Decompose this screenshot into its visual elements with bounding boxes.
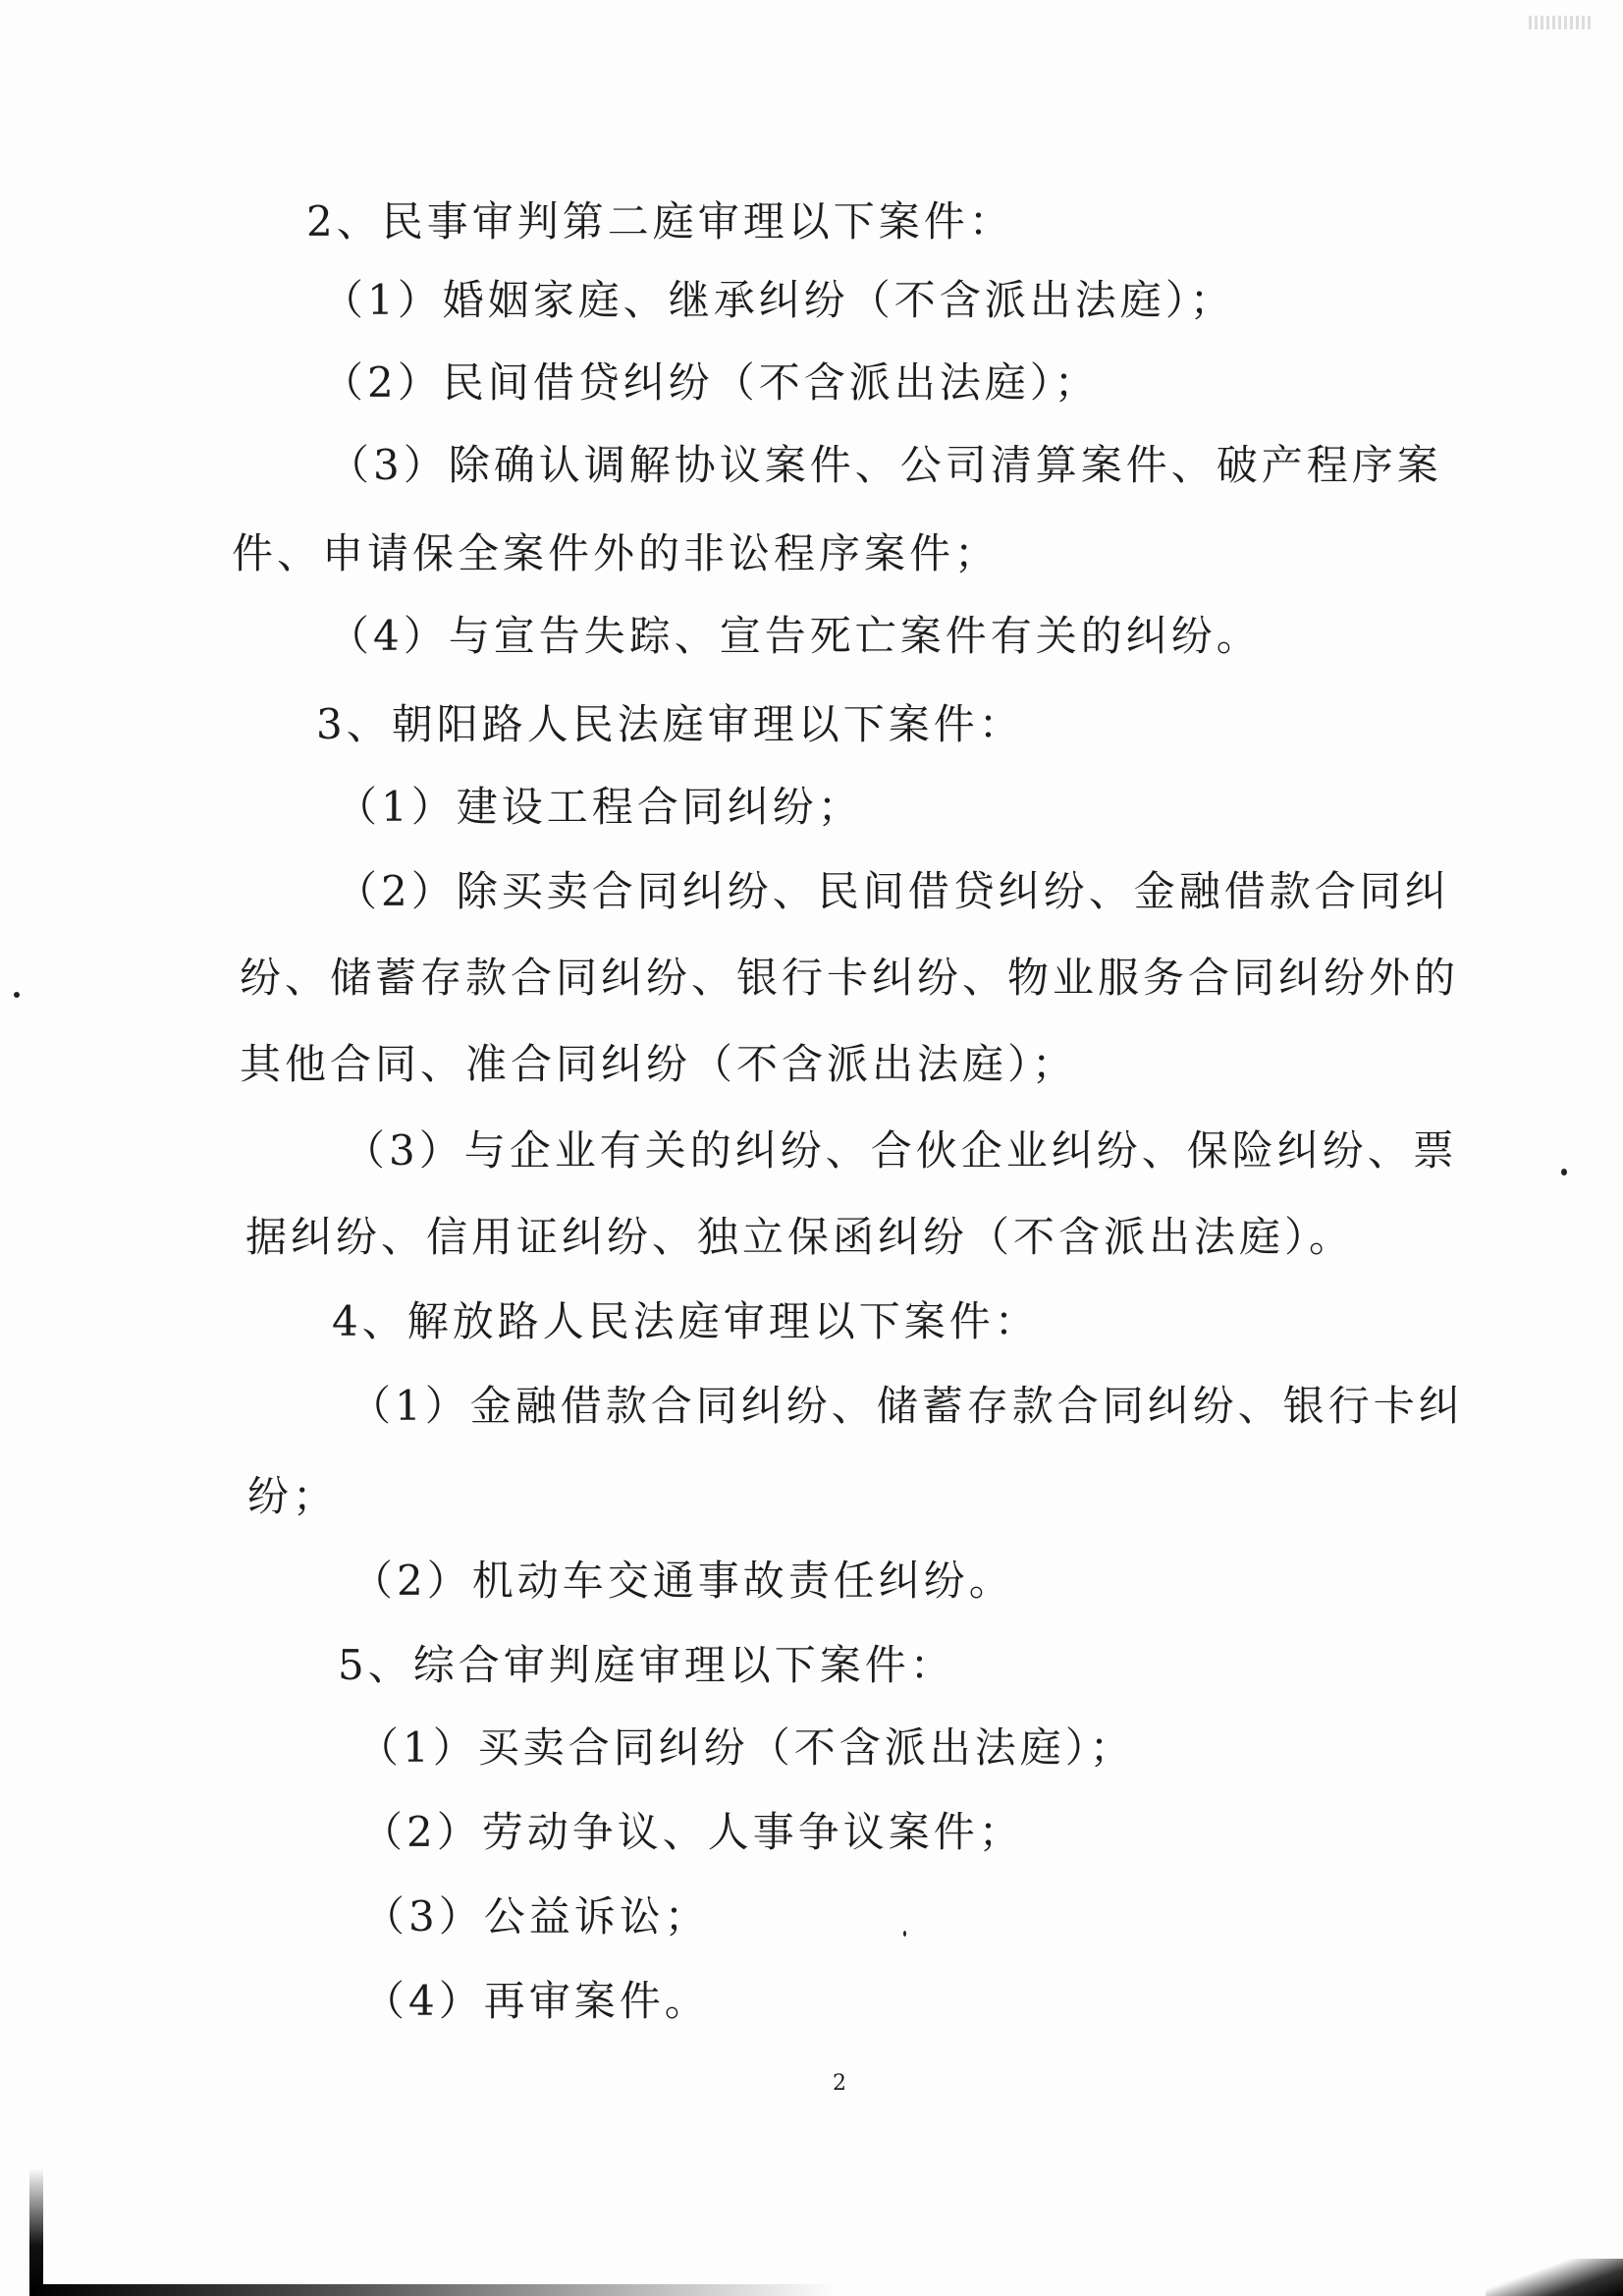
section-2-item-2: （2）民间借贷纠纷（不含派出法庭）； bbox=[322, 358, 1100, 407]
section-3-heading: 3、朝阳路人民法庭审理以下案件： bbox=[316, 700, 1024, 748]
section-5-item-2: （2）劳动争议、人事争议案件； bbox=[361, 1808, 1024, 1856]
section-5-item-3: （3）公益诉讼； bbox=[363, 1892, 710, 1941]
section-5-item-1: （1）买卖合同纠纷（不含派出法庭）； bbox=[357, 1723, 1135, 1772]
section-4-item-2: （2）机动车交通事故责任纠纷。 bbox=[352, 1557, 1014, 1605]
section-2-item-3-continued: 件、申请保全案件外的非讼程序案件； bbox=[232, 529, 1001, 577]
section-3-item-2-continued-1: 纷、储蓄存款合同纠纷、银行卡纠纷、物业服务合同纠纷外的 bbox=[240, 954, 1460, 1002]
scan-shadow-bottom bbox=[29, 2284, 835, 2296]
section-2-item-3: （3）除确认调解协议案件、公司清算案件、破产程序案 bbox=[328, 441, 1442, 489]
section-4-item-1: （1）金融借款合同纠纷、储蓄存款合同纠纷、银行卡纠 bbox=[350, 1382, 1464, 1430]
page-number: 2 bbox=[833, 2071, 846, 2096]
section-3-item-1: （1）建设工程合同纠纷； bbox=[336, 783, 863, 831]
section-4-heading: 4、解放路人民法庭审理以下案件： bbox=[332, 1297, 1040, 1345]
section-4-item-1-continued: 纷； bbox=[247, 1472, 339, 1520]
section-2-item-1: （1）婚姻家庭、继承纠纷（不含派出法庭）； bbox=[322, 276, 1235, 324]
scan-speck bbox=[14, 992, 20, 998]
scan-shadow-corner bbox=[1486, 2259, 1623, 2296]
section-3-item-2-continued-2: 其他合同、准合同纠纷（不含派出法庭）； bbox=[240, 1040, 1078, 1088]
scan-shadow-left bbox=[29, 2168, 43, 2296]
section-3-item-3: （3）与企业有关的纠纷、合伙企业纠纷、保险纠纷、票 bbox=[344, 1126, 1458, 1175]
scan-speck bbox=[903, 1931, 906, 1937]
section-2-item-4: （4）与宣告失踪、宣告死亡案件有关的纠纷。 bbox=[328, 612, 1262, 660]
scan-stamp-mark bbox=[1529, 16, 1594, 29]
scan-speck bbox=[1561, 1169, 1567, 1175]
section-5-heading: 5、综合审判庭审理以下案件： bbox=[338, 1641, 955, 1689]
section-3-item-3-continued: 据纠纷、信用证纠纷、独立保函纠纷（不含派出法庭）。 bbox=[245, 1213, 1355, 1261]
section-5-item-4: （4）再审案件。 bbox=[363, 1977, 710, 2025]
section-3-item-2: （2）除买卖合同纠纷、民间借贷纠纷、金融借款合同纠 bbox=[336, 867, 1450, 915]
section-2-heading: 2、民事审判第二庭审理以下案件： bbox=[306, 197, 1014, 246]
